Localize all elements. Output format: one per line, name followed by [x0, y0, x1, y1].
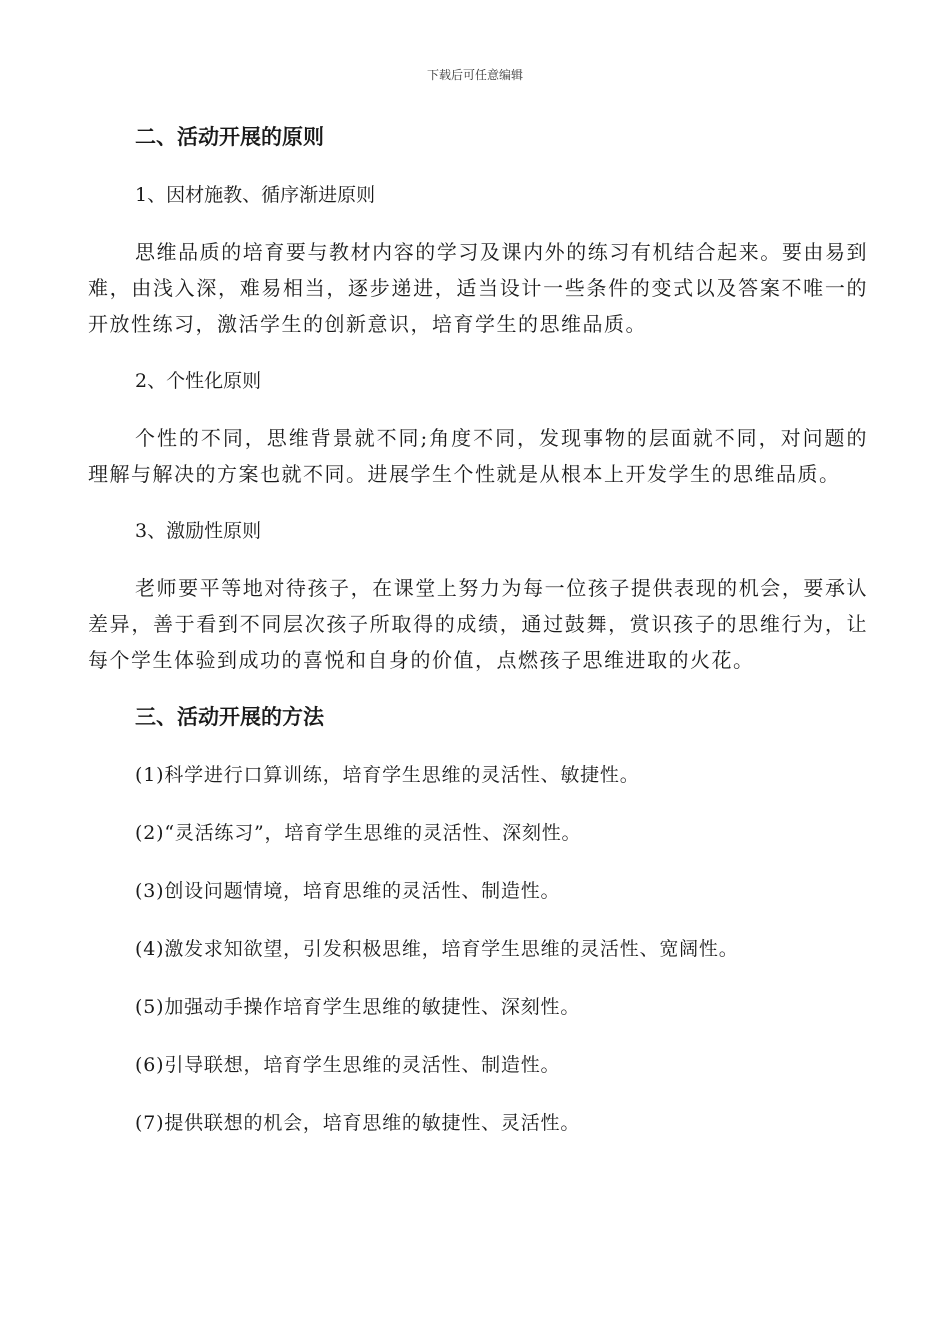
principle-heading-2: 2、个性化原则	[135, 370, 262, 392]
method-item-4: (4)激发求知欲望，引发积极思维，培育学生思维的灵活性、宽阔性。	[135, 938, 739, 960]
principle-text-2: 个性的不同，思维背景就不同;角度不同，发现事物的层面就不同，对问题的理解与解决的方案也就不同。进展学生个性就是从根本上开发学生的思维品质。	[88, 426, 868, 486]
method-item-3: (3)创设问题情境，培育思维的灵活性、制造性。	[135, 880, 561, 902]
method-item-7: (7)提供联想的机会，培育思维的敏捷性、灵活性。	[135, 1112, 581, 1134]
principle-heading-3: 3、激励性原则	[135, 520, 262, 542]
method-item-6: (6)引导联想，培育学生思维的灵活性、制造性。	[135, 1054, 561, 1076]
principle-heading-1: 1、因材施教、循序渐进原则	[135, 184, 376, 206]
method-item-5: (5)加强动手操作培育学生思维的敏捷性、深刻性。	[135, 996, 581, 1018]
section-heading-principles: 二、活动开展的原则	[135, 125, 324, 149]
principle-text-1: 思维品质的培育要与教材内容的学习及课内外的练习有机结合起来。要由易到难，由浅入深，难易相当，逐步递进，适当设计一些条件的变式以及答案不唯一的开放性练习，激活学生的创新意识，培育学生的思维品质。	[88, 240, 868, 336]
method-item-1: (1)科学进行口算训练，培育学生思维的灵活性、敏捷性。	[135, 764, 640, 786]
principle-text-3: 老师要平等地对待孩子，在课堂上努力为每一位孩子提供表现的机会，要承认差异，善于看到不同层次孩子所取得的成绩，通过鼓舞，赏识孩子的思维行为，让每个学生体验到成功的喜悦和自身的价值，点燃孩子思维进取的火花。	[88, 576, 868, 672]
method-item-2: (2)“灵活练习”，培育学生思维的灵活性、深刻性。	[135, 822, 582, 844]
section-heading-methods: 三、活动开展的方法	[135, 705, 324, 729]
document-body	[88, 118, 868, 1162]
page-header-note: 下载后可任意编辑	[426, 68, 523, 82]
